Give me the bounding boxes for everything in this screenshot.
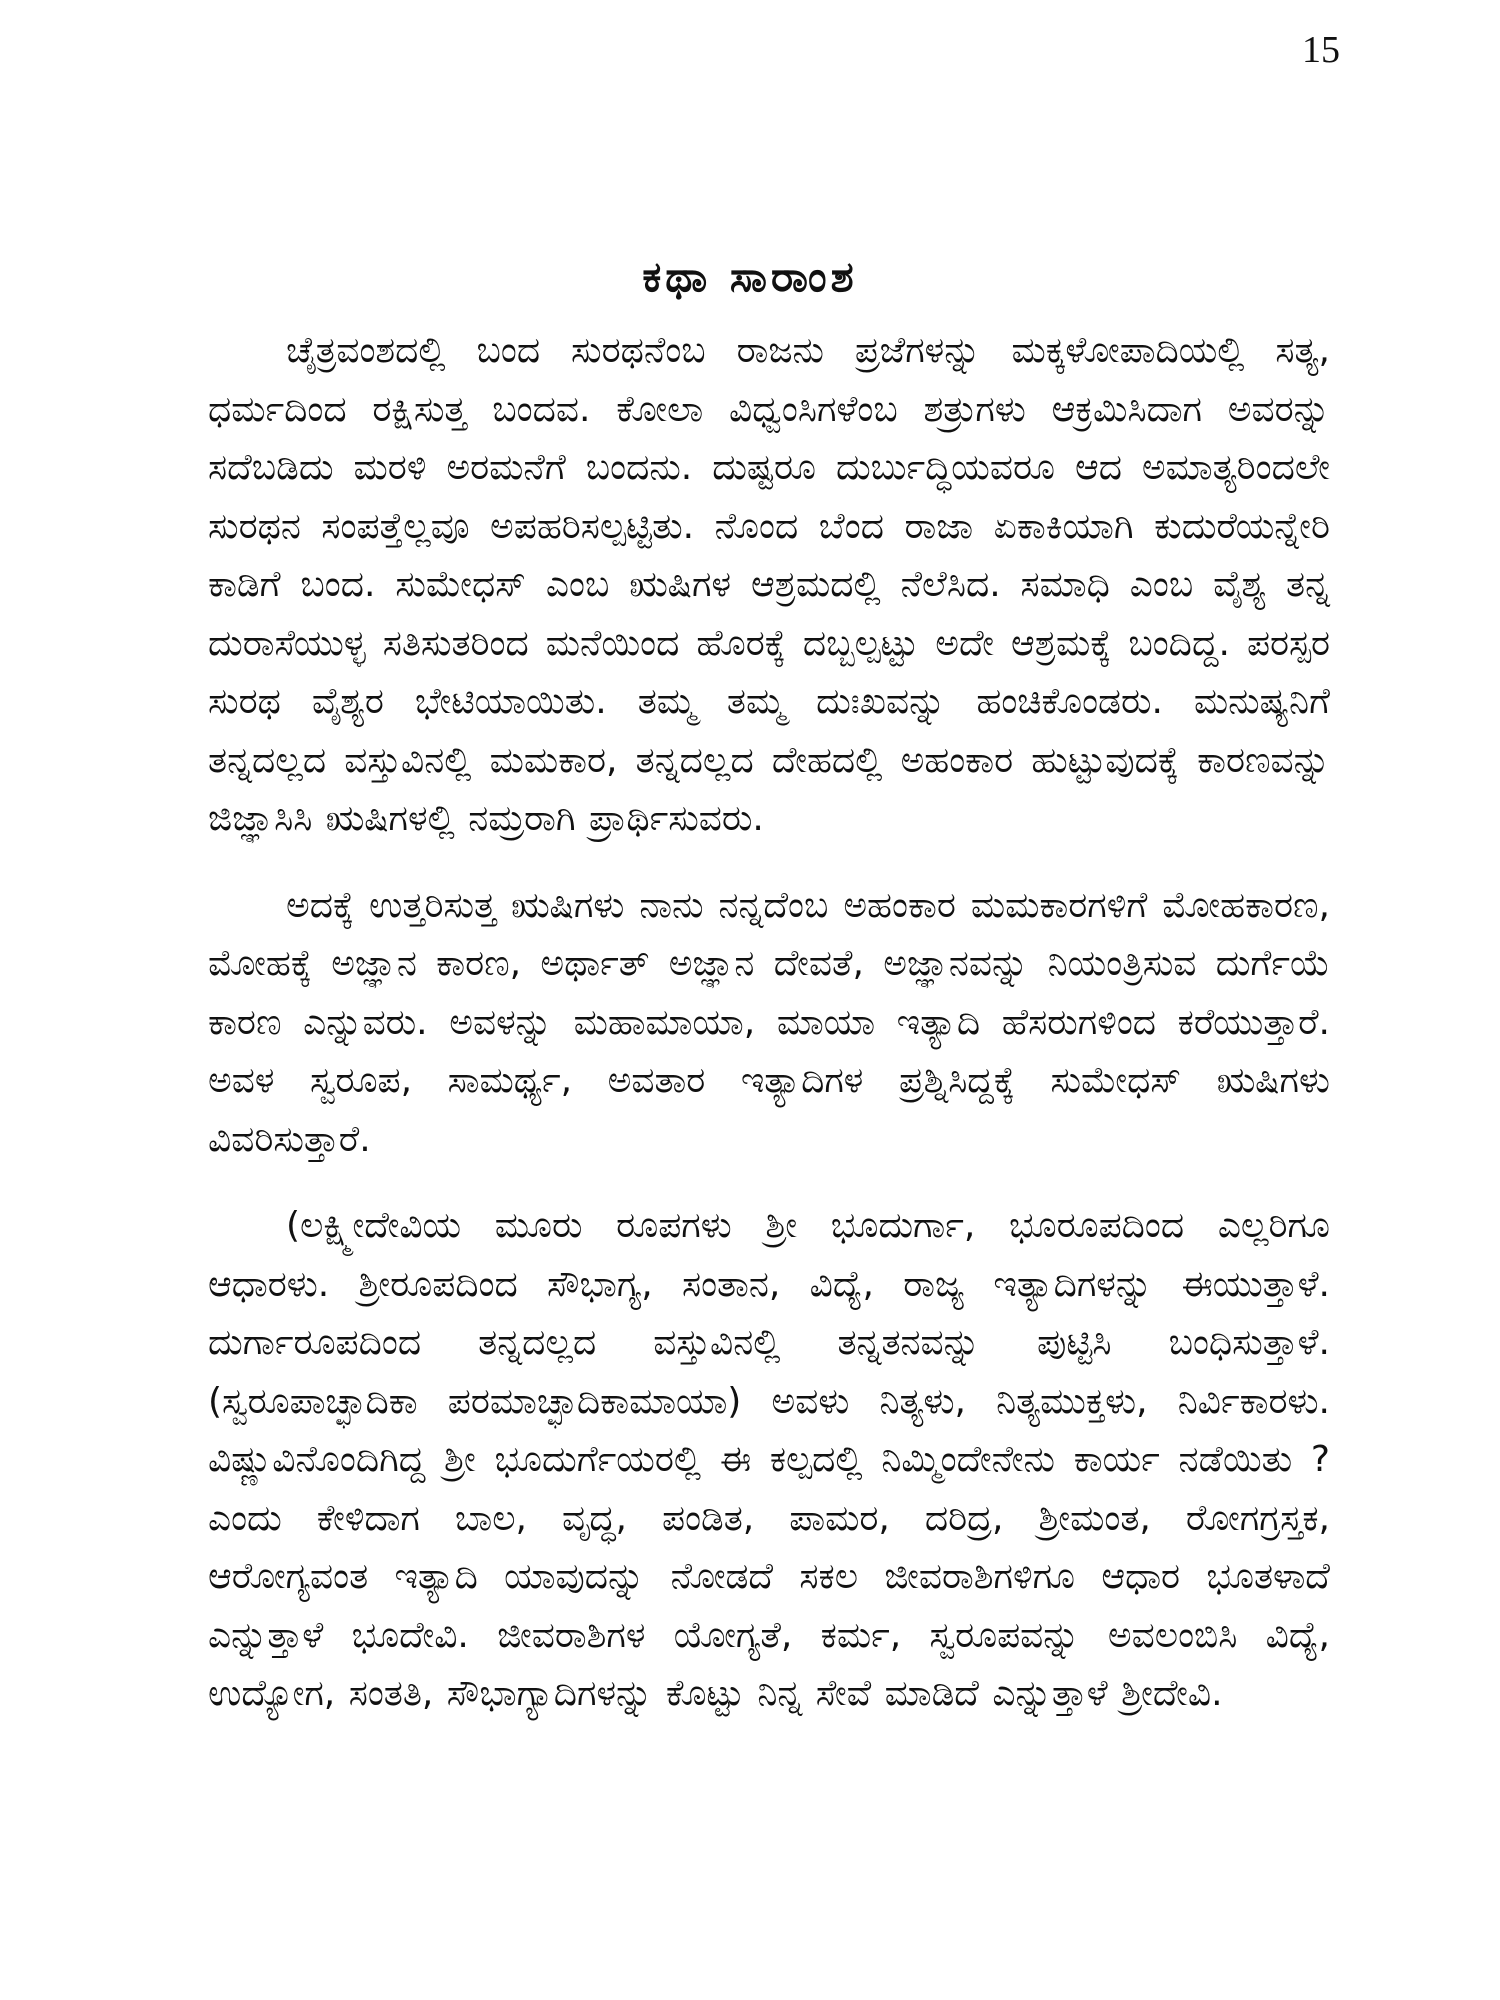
page-number: 15	[1302, 29, 1340, 71]
body-text	[208, 322, 1330, 1752]
paragraph-2: ಅದಕ್ಕೆ ಉತ್ತರಿಸುತ್ತ ಋಷಿಗಳು ನಾನು ನನ್ನದೆಂಬ ಅಹಂಕಾರ ಮಮಕಾರಗಳಿಗೆ ಮೋಹಕಾರಣ, ಮೋಹಕ್ಕೆ ಅಜ್ಞಾನ ಕಾರಣ, ಅರ್ಥಾತ್ ಅಜ್ಞಾನ ದೇವತೆ, ಅಜ್ಞಾನವನ್ನು ನಿಯಂತ್ರಿಸುವ ದುರ್ಗೆಯೆ ಕಾರಣ ಎನ್ನುವರು. ಅವಳನ್ನು ಮಹಾಮಾಯಾ, ಮಾಯಾ ಇತ್ಯಾದಿ ಹೆಸರುಗಳಿಂದ ಕರೆಯುತ್ತಾರೆ. ಅವಳ ಸ್ವರೂಪ, ಸಾಮರ್ಥ್ಯ, ಅವತಾರ ಇತ್ಯಾದಿಗಳ ಪ್ರಶ್ನಿಸಿದ್ದಕ್ಕೆ ಸುಮೇಧಸ್ ಋಷಿಗಳು ವಿವರಿಸುತ್ತಾರೆ.	[208, 884, 1330, 1160]
paragraph-3: (ಲಕ್ಷ್ಮೀದೇವಿಯ ಮೂರು ರೂಪಗಳು ಶ್ರೀ ಭೂದುರ್ಗಾ, ಭೂರೂಪದಿಂದ ಎಲ್ಲರಿಗೂ ಆಧಾರಳು. ಶ್ರೀರೂಪದಿಂದ ಸೌಭಾಗ್ಯ, ಸಂತಾನ, ವಿದ್ಯೆ, ರಾಜ್ಯ ಇತ್ಯಾದಿಗಳನ್ನು ಈಯುತ್ತಾಳೆ. ದುರ್ಗಾರೂಪದಿಂದ ತನ್ನದಲ್ಲದ ವಸ್ತುವಿನಲ್ಲಿ ತನ್ನತನವನ್ನು ಪುಟ್ಟಿಸಿ ಬಂಧಿಸುತ್ತಾಳೆ. (ಸ್ವರೂಪಾಚ್ಛಾದಿಕಾ ಪರಮಾಚ್ಛಾದಿಕಾಮಾಯಾ) ಅವಳು ನಿತ್ಯಳು, ನಿತ್ಯಮುಕ್ತಳು, ನಿರ್ವಿಕಾರಳು. ವಿಷ್ಣುವಿನೊಂದಿಗಿದ್ದ ಶ್ರೀ ಭೂದುರ್ಗೆಯರಲ್ಲಿ ಈ ಕಲ್ಪದಲ್ಲಿ ನಿಮ್ಮಿಂದೇನೇನು ಕಾರ್ಯ ನಡೆಯಿತು ? ಎಂದು ಕೇಳಿದಾಗ ಬಾಲ, ವೃದ್ಧ, ಪಂಡಿತ, ಪಾಮರ, ದರಿದ್ರ, ಶ್ರೀಮಂತ, ರೋಗಗ್ರಸ್ತಕ, ಆರೋಗ್ಯವಂತ ಇತ್ಯಾದಿ ಯಾವುದನ್ನು ನೋಡದೆ ಸಕಲ ಜೀವರಾಶಿಗಳಿಗೂ ಆಧಾರ ಭೂತಳಾದೆ ಎನ್ನುತ್ತಾಳೆ ಭೂದೇವಿ. ಜೀವರಾಶಿಗಳ ಯೋಗ್ಯತೆ, ಕರ್ಮ, ಸ್ವರೂಪವನ್ನು ಅವಲಂಬಿಸಿ ವಿದ್ಯೆ, ಉದ್ಯೋಗ, ಸಂತತಿ, ಸೌಭಾಗ್ಯಾದಿಗಳನ್ನು ಕೊಟ್ಟು ನಿನ್ನ ಸೇವೆ ಮಾಡಿದೆ ಎನ್ನುತ್ತಾಳೆ ಶ್ರೀದೇವಿ.	[208, 1205, 1330, 1714]
page-title: ಕಥಾ ಸಾರಾಂಶ	[642, 252, 858, 301]
paragraph-1: ಚೈತ್ರವಂಶದಲ್ಲಿ ಬಂದ ಸುರಥನೆಂಬ ರಾಜನು ಪ್ರಜೆಗಳನ್ನು ಮಕ್ಕಳೋಪಾದಿಯಲ್ಲಿ ಸತ್ಯ, ಧರ್ಮದಿಂದ ರಕ್ಷಿಸುತ್ತ ಬಂದವ. ಕೋಲಾ ವಿಧ್ವಂಸಿಗಳೆಂಬ ಶತ್ರುಗಳು ಆಕ್ರಮಿಸಿದಾಗ ಅವರನ್ನು ಸದೆಬಡಿದು ಮರಳಿ ಅರಮನೆಗೆ ಬಂದನು. ದುಷ್ಟರೂ ದುರ್ಬುದ್ಧಿಯವರೂ ಆದ ಅಮಾತ್ಯರಿಂದಲೇ ಸುರಥನ ಸಂಪತ್ತೆಲ್ಲವೂ ಅಪಹರಿಸಲ್ಪಟ್ಟಿತು. ನೊಂದ ಬೆಂದ ರಾಜಾ ಏಕಾಕಿಯಾಗಿ ಕುದುರೆಯನ್ನೇರಿ ಕಾಡಿಗೆ ಬಂದ. ಸುಮೇಧಸ್ ಎಂಬ ಋಷಿಗಳ ಆಶ್ರಮದಲ್ಲಿ ನೆಲೆಸಿದ. ಸಮಾಧಿ ಎಂಬ ವೈಶ್ಯ ತನ್ನ ದುರಾಸೆಯುಳ್ಳ ಸತಿಸುತರಿಂದ ಮನೆಯಿಂದ ಹೊರಕ್ಕೆ ದಬ್ಬಲ್ಪಟ್ಟು ಅದೇ ಆಶ್ರಮಕ್ಕೆ ಬಂದಿದ್ದ. ಪರಸ್ಪರ ಸುರಥ ವೈಶ್ಯರ ಭೇಟಿಯಾಯಿತು. ತಮ್ಮ ತಮ್ಮ ದುಃಖವನ್ನು ಹಂಚಿಕೊಂಡರು. ಮನುಷ್ಯನಿಗೆ ತನ್ನದಲ್ಲದ ವಸ್ತುವಿನಲ್ಲಿ ಮಮಕಾರ, ತನ್ನದಲ್ಲದ ದೇಹದಲ್ಲಿ ಅಹಂಕಾರ ಹುಟ್ಟುವುದಕ್ಕೆ ಕಾರಣವನ್ನು ಜಿಜ್ಞಾಸಿಸಿ ಋಷಿಗಳಲ್ಲಿ ನಮ್ರರಾಗಿ ಪ್ರಾರ್ಥಿಸುವರು.	[208, 330, 1330, 839]
